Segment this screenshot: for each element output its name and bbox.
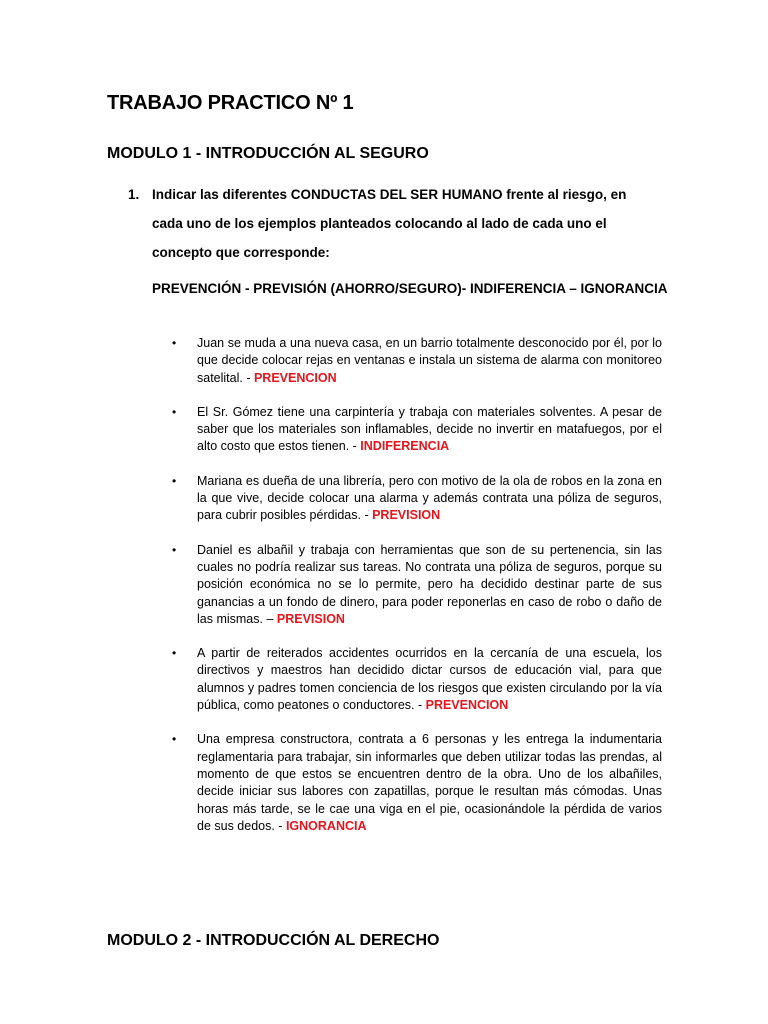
examples-list: [172, 335, 662, 852]
example-text: Mariana es dueña de una librería, pero con motivo de la ola de robos en la zona en la que vive, decide colocar una alarma y además contrata una póliza de seguros, para cubrir posibles pérdidas. -: [197, 473, 662, 523]
example-item: [172, 473, 662, 525]
example-text: El Sr. Gómez tiene una carpintería y trabaja con materiales solventes. A pesar de saber que los materiales son inflamables, decide no invertir en matafuegos, por el alto costo que estos tienen. -: [197, 404, 662, 454]
example-text: Daniel es albañil y trabaja con herramientas que son de su pertenencia, sin las cuales no podría realizar sus tareas. No contrata una póliza de seguros, porque su posición económica no se lo permite, pero ha decidido destinar parte de sus ganancias a un fondo de dinero, para poder reponerlas en caso de robo o daño de las mismas. –: [197, 542, 662, 626]
bullet-icon: •: [172, 336, 177, 350]
bullet-icon: •: [172, 542, 177, 557]
concepts-list: PREVENCIÓN - PREVISIÓN (AHORRO/SEGURO)- INDIFERENCIA – IGNORANCIA: [152, 281, 668, 296]
example-answer: PREVENCION: [253, 370, 337, 385]
example-answer: PREVISION: [276, 611, 345, 626]
bullet-icon: •: [172, 404, 177, 419]
question-number: 1.: [128, 187, 140, 202]
example-answer: INDIFERENCIA: [360, 439, 450, 454]
example-item: [172, 645, 662, 714]
bullet-icon: •: [172, 732, 177, 747]
example-item: [172, 731, 662, 835]
bullet-icon: •: [172, 473, 177, 488]
question-text: Indicar las diferentes CONDUCTAS DEL SER HUMANO frente al riesgo, en cada uno de los ejemplos planteados colocando al lado de cada uno el concepto que corresponde:: [152, 187, 627, 260]
module-2-title: MODULO 2 - INTRODUCCIÓN AL DERECHO: [107, 932, 440, 949]
module-1-title: MODULO 1 - INTRODUCCIÓN AL SEGURO: [107, 145, 429, 162]
example-item: [172, 542, 662, 628]
example-answer: IGNORANCIA: [285, 818, 367, 833]
example-answer: PREVISION: [372, 508, 441, 523]
bullet-icon: •: [172, 646, 177, 661]
example-text: Juan se muda a una nueva casa, en un barrio totalmente desconocido por él, por lo que decide colocar rejas en ventanas e instala un sistema de alarma con monitoreo satelital. -: [197, 336, 662, 385]
document-title: TRABAJO PRACTICO Nº 1: [107, 92, 354, 114]
example-answer: PREVENCION: [425, 698, 509, 713]
question-1: [128, 180, 648, 267]
example-text: A partir de reiterados accidentes ocurridos en la cercanía de una escuela, los directivos y maestros han decidido dictar cursos de educación vial, para que alumnos y padres tomen conciencia de los riesgos que existen circulando por la vía pública, como peatones o conductores. -: [197, 646, 662, 713]
example-text: Una empresa constructora, contrata a 6 personas y les entrega la indumentaria reglamentaria para trabajar, sin informarles que deben utilizar todas las prendas, al momento de que estos se encuentren dentro de la obra. Uno de los albañiles, decide iniciar sus labores con zapatillas, porque le resultan más cómodas. Unas horas más tarde, se le cae una viga en el pie, ocasionándole la pérdida de varios de sus dedos. -: [197, 732, 662, 833]
example-item: [172, 335, 662, 387]
example-item: [172, 404, 662, 456]
